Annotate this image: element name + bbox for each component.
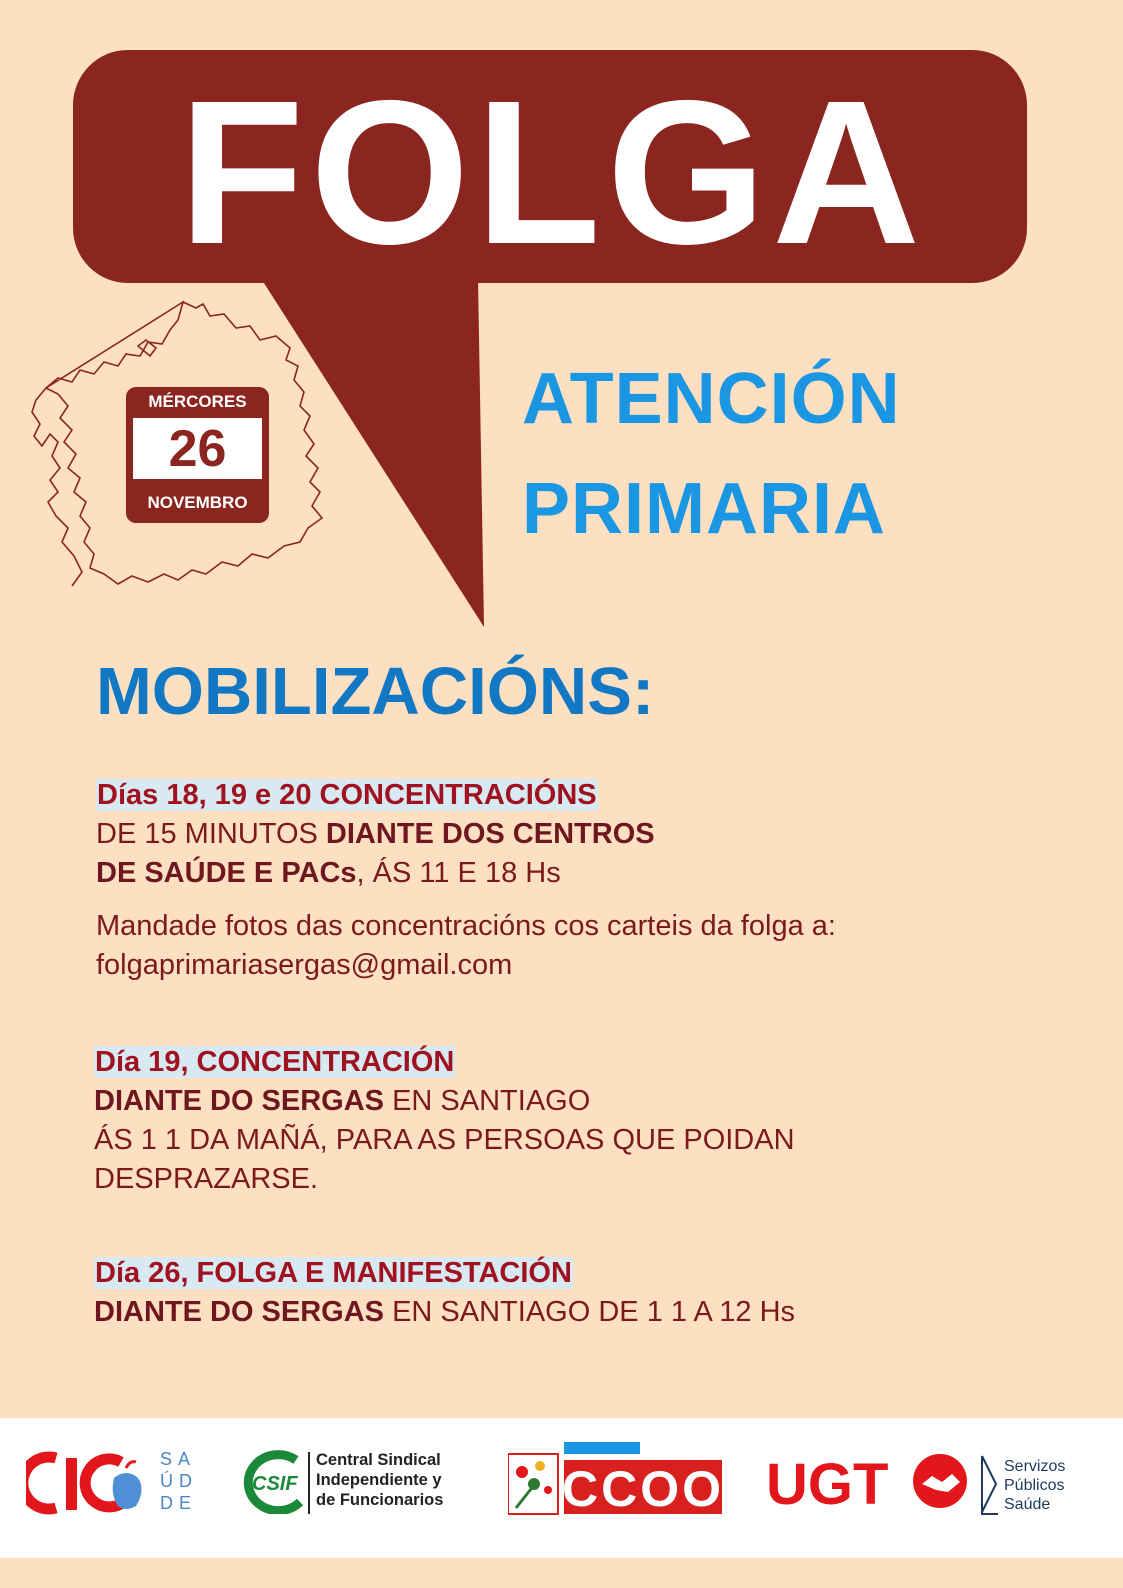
csif-divider bbox=[308, 1452, 310, 1514]
calendar-badge bbox=[126, 387, 269, 523]
mobilizations-title: MOBILIZACIÓNS: bbox=[96, 654, 655, 729]
ccoo-logo bbox=[508, 1440, 728, 1520]
block3-line2-normal: EN SANTIAGO DE 1 1 A 12 Hs bbox=[384, 1296, 796, 1328]
block2-line4: DESPRAZARSE. bbox=[94, 1163, 318, 1195]
calendar-weekday: MÉRCORES bbox=[148, 392, 247, 411]
photos-instruction bbox=[96, 907, 836, 985]
servizos-publicos-text: Servizos Públicos Saúde bbox=[1004, 1458, 1066, 1513]
csif-text: Central Sindical Independiente y de Funcionarios bbox=[316, 1451, 444, 1509]
subtitle-line1: ATENCIÓN bbox=[522, 359, 901, 439]
ugt-text: UGT bbox=[766, 1452, 889, 1514]
block1-line2-normal: DE 15 MINUTOS bbox=[96, 818, 326, 850]
subtitle-line2: PRIMARIA bbox=[522, 469, 886, 549]
cig-logo bbox=[26, 1450, 151, 1520]
block2-highlight: Día 19, CONCENTRACIÓN bbox=[95, 1046, 455, 1078]
block2-line3: ÁS 1 1 DA MAÑÁ, PARA AS PERSOAS QUE POIDAN bbox=[94, 1124, 795, 1156]
block-concentration-19 bbox=[94, 1043, 795, 1199]
csif-logo bbox=[238, 1450, 312, 1514]
block1-highlight: Días 18, 19 e 20 CONCENTRACIÓNS bbox=[97, 779, 597, 811]
calendar-day: 26 bbox=[133, 418, 262, 479]
block1-line3-normal: , ÁS 11 E 18 Hs bbox=[356, 857, 561, 889]
ccoo-text: CCOO bbox=[562, 1461, 724, 1517]
photos-line1: Mandade fotos das concentracións cos carteis da folga a: bbox=[96, 910, 836, 942]
block1-line3-bold: DE SAÚDE E PACs bbox=[96, 857, 357, 889]
calendar-month: NOVEMBRO bbox=[147, 493, 248, 512]
headline-folga: FOLGA bbox=[178, 58, 927, 287]
ugt-logo bbox=[766, 1448, 971, 1514]
block-strike-26 bbox=[94, 1254, 795, 1332]
csif-abbr: CSIF bbox=[252, 1473, 298, 1495]
block-concentrations-18-20 bbox=[96, 776, 655, 893]
cig-saude-text: SA ÚD DE bbox=[160, 1449, 198, 1513]
block3-line2-bold: DIANTE DO SERGAS bbox=[94, 1296, 385, 1328]
block1-line2-bold: DIANTE DOS CENTROS bbox=[325, 818, 655, 850]
photos-email[interactable]: folgaprimariasergas@gmail.com bbox=[96, 949, 513, 981]
block2-line2-normal: EN SANTIAGO bbox=[384, 1085, 591, 1117]
block3-highlight: Día 26, FOLGA E MANIFESTACIÓN bbox=[95, 1257, 572, 1289]
servizos-icon bbox=[978, 1454, 1002, 1516]
block2-line2-bold: DIANTE DO SERGAS bbox=[94, 1085, 385, 1117]
